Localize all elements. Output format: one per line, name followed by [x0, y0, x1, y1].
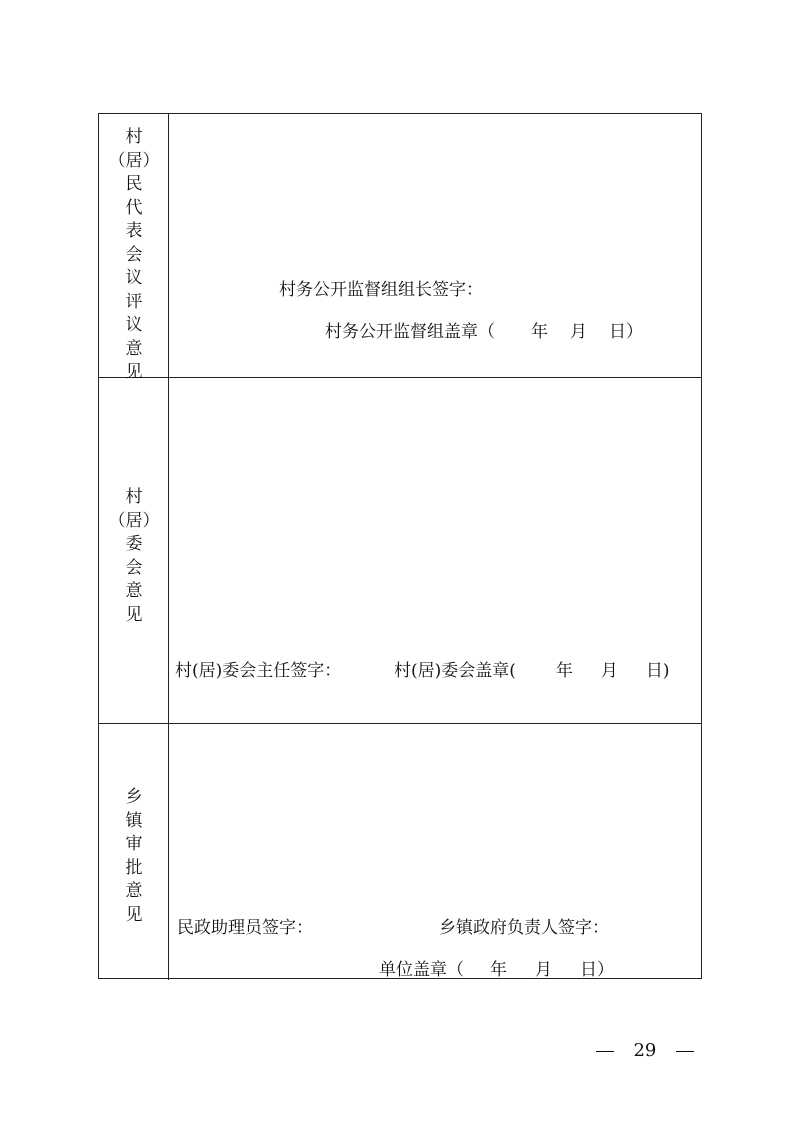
label-char: 见	[125, 362, 143, 382]
label-char: 表	[125, 221, 143, 241]
label-char: 代	[125, 197, 143, 218]
supervision-seal-line	[325, 322, 643, 342]
year-label: 年	[555, 661, 573, 681]
village-committee-row	[99, 378, 701, 724]
page-number	[596, 1040, 694, 1061]
label-char: 议	[125, 268, 143, 288]
label-char: 批	[125, 857, 143, 878]
seal-prefix: 村务公开监督组盖章（	[325, 322, 495, 342]
label-char: 村	[125, 127, 143, 147]
villager-representative-label	[99, 126, 169, 385]
township-approval-opinion-cell[interactable]	[169, 724, 701, 980]
page-number-value: 29	[633, 1040, 657, 1061]
township-approval-label	[99, 786, 169, 927]
label-char: 委	[125, 534, 143, 554]
page-number-dash-left	[596, 1051, 614, 1052]
year-label: 年	[490, 960, 507, 980]
label-char: 镇	[125, 810, 143, 831]
label-char: 会	[125, 244, 143, 265]
label-char: 见	[125, 904, 143, 925]
committee-seal-line	[394, 661, 670, 681]
day-label: 日）	[609, 322, 643, 342]
seal-prefix: 村(居)委会盖章(	[394, 661, 516, 681]
seal-prefix: 单位盖章（	[379, 960, 464, 980]
label-char: 意	[125, 338, 143, 359]
township-approval-row	[99, 724, 701, 980]
supervision-leader-signature-label: 村务公开监督组组长签字：	[279, 280, 483, 300]
day-label: 日)	[645, 661, 670, 681]
day-label: 日）	[580, 960, 614, 980]
label-char: 见	[125, 604, 143, 625]
page-number-dash-right	[676, 1051, 694, 1052]
month-label: 月	[535, 960, 552, 980]
township-leader-signature-label: 乡镇政府负责人签字：	[439, 918, 609, 938]
row-label-cell	[99, 378, 169, 723]
row-label-cell	[99, 724, 169, 980]
row-label-cell	[99, 114, 169, 382]
villager-representative-row	[99, 114, 701, 382]
label-char: 会	[125, 557, 143, 578]
label-char: 意	[125, 881, 143, 901]
month-label: 月	[600, 661, 618, 681]
label-char: 乡	[125, 787, 143, 807]
unit-seal-line	[379, 960, 614, 980]
label-char: 审	[125, 834, 143, 854]
committee-director-signature-label: 村(居)委会主任签字：	[175, 661, 342, 681]
label-char: 议	[125, 315, 143, 335]
label-char: （居）	[108, 150, 160, 171]
approval-form-table	[98, 113, 702, 979]
label-char: 村	[125, 487, 143, 507]
label-char: 意	[125, 581, 143, 601]
villager-representative-opinion-cell[interactable]	[169, 114, 701, 377]
label-char: 评	[125, 291, 143, 312]
label-char: （居）	[108, 510, 160, 531]
civil-affairs-assistant-signature-label: 民政助理员签字：	[177, 918, 313, 938]
label-char: 民	[125, 174, 143, 194]
village-committee-opinion-cell[interactable]	[169, 378, 701, 723]
month-label: 月	[570, 322, 587, 342]
village-committee-label	[99, 486, 169, 627]
year-label: 年	[531, 322, 548, 342]
